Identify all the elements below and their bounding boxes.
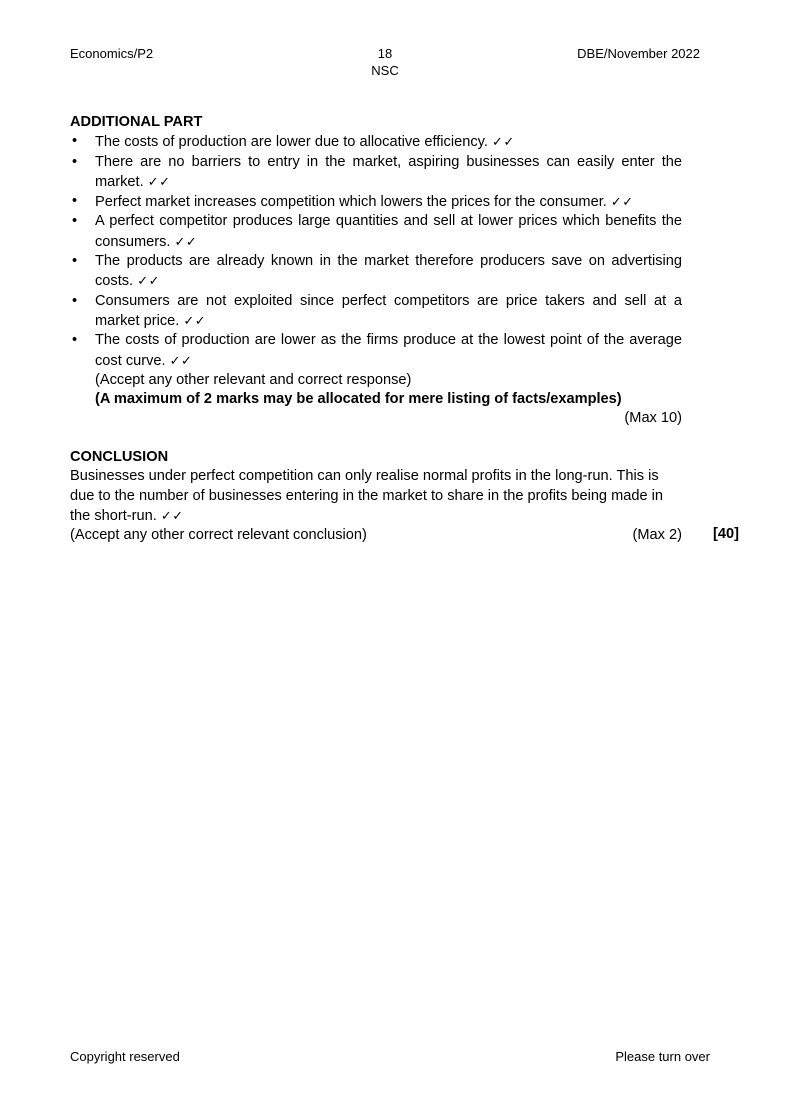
list-item-text [95,331,682,371]
tick-marks: ✓✓ [160,507,184,523]
section-heading-additional-part: ADDITIONAL PART [70,114,203,130]
list-item-statement: Perfect market increases competition which lowers the prices for the consumer. [95,194,607,211]
list-item-statement: The costs of production are lower due to allocative efficiency. [95,134,488,151]
list-item [70,192,682,212]
conclusion-max-mark: (Max 2) [632,527,682,544]
additional-part-bullet-list [70,132,682,371]
tick-marks: ✓✓ [610,194,634,210]
section-spacer [70,429,682,448]
list-item-text [95,252,682,292]
tick-marks: ✓✓ [147,173,171,189]
list-item-text [95,192,682,212]
conclusion-paragraph [70,467,682,526]
header-subject: Economics/P2 [70,46,154,61]
bullet-icon: • [72,153,78,170]
section-heading-conclusion: CONCLUSION [70,449,169,466]
tick-marks: ✓✓ [174,233,198,249]
conclusion-text: Businesses under perfect competition can only realise normal profits in the long-run. This is due to the number of businesses entering in the market to share in the profits being made in the short-run. [70,468,664,524]
document-body [70,113,682,546]
list-item [70,153,682,193]
list-item [70,212,682,252]
tick-marks: ✓✓ [137,273,160,289]
bullet-icon: • [72,332,78,349]
header-page-number: 18 [377,46,393,61]
list-item [70,292,682,332]
list-item-statement: There are no barriers to entry in the market, aspiring businesses can easily enter the market. [95,153,682,190]
list-item [70,252,682,292]
header-exam-body: NSC [371,63,399,78]
bullet-icon: • [72,133,78,150]
bullet-icon: • [72,193,78,210]
maximum-marks-note: (A maximum of 2 marks may be allocated for mere listing of facts/examples) [95,391,622,408]
list-item-text [95,292,682,332]
list-item-statement: Consumers are not exploited since perfect competitors are price takers and sell at a market price. [95,292,682,329]
list-item-statement: A perfect competitor produces large quantities and sell at lower prices which benefits the consumers. [95,213,682,250]
tick-marks: ✓✓ [491,134,515,150]
page-footer [70,1048,710,1068]
footer-copyright: Copyright reserved [70,1049,180,1064]
bullet-icon: • [72,213,78,230]
header-paper-session: DBE/November 2022 [577,46,700,61]
list-item-statement: The products are already known in the market therefore producers save on advertising costs. [95,253,682,290]
conclusion-accept-note [70,526,682,545]
footer-turn-over: Please turn over [615,1049,710,1064]
list-item-statement: The costs of production are lower as the firms produce at the lowest point of the average cost curve. [95,332,682,369]
accept-other-response-note: (Accept any other relevant and correct response) [95,371,412,388]
page-header [70,45,700,87]
conclusion-accept-text: (Accept any other correct relevant conclusion) [70,527,367,544]
list-item [70,331,682,371]
tick-marks: ✓✓ [183,312,207,328]
question-total-mark: [40] [713,526,739,542]
bullet-icon: • [72,253,78,270]
list-item-text [95,132,682,152]
list-item [70,132,682,152]
bullet-icon: • [72,292,78,309]
additional-part-max-mark: (Max 10) [624,410,682,427]
list-item-text [95,212,682,252]
list-item-text [95,153,682,193]
tick-marks: ✓✓ [169,352,193,368]
